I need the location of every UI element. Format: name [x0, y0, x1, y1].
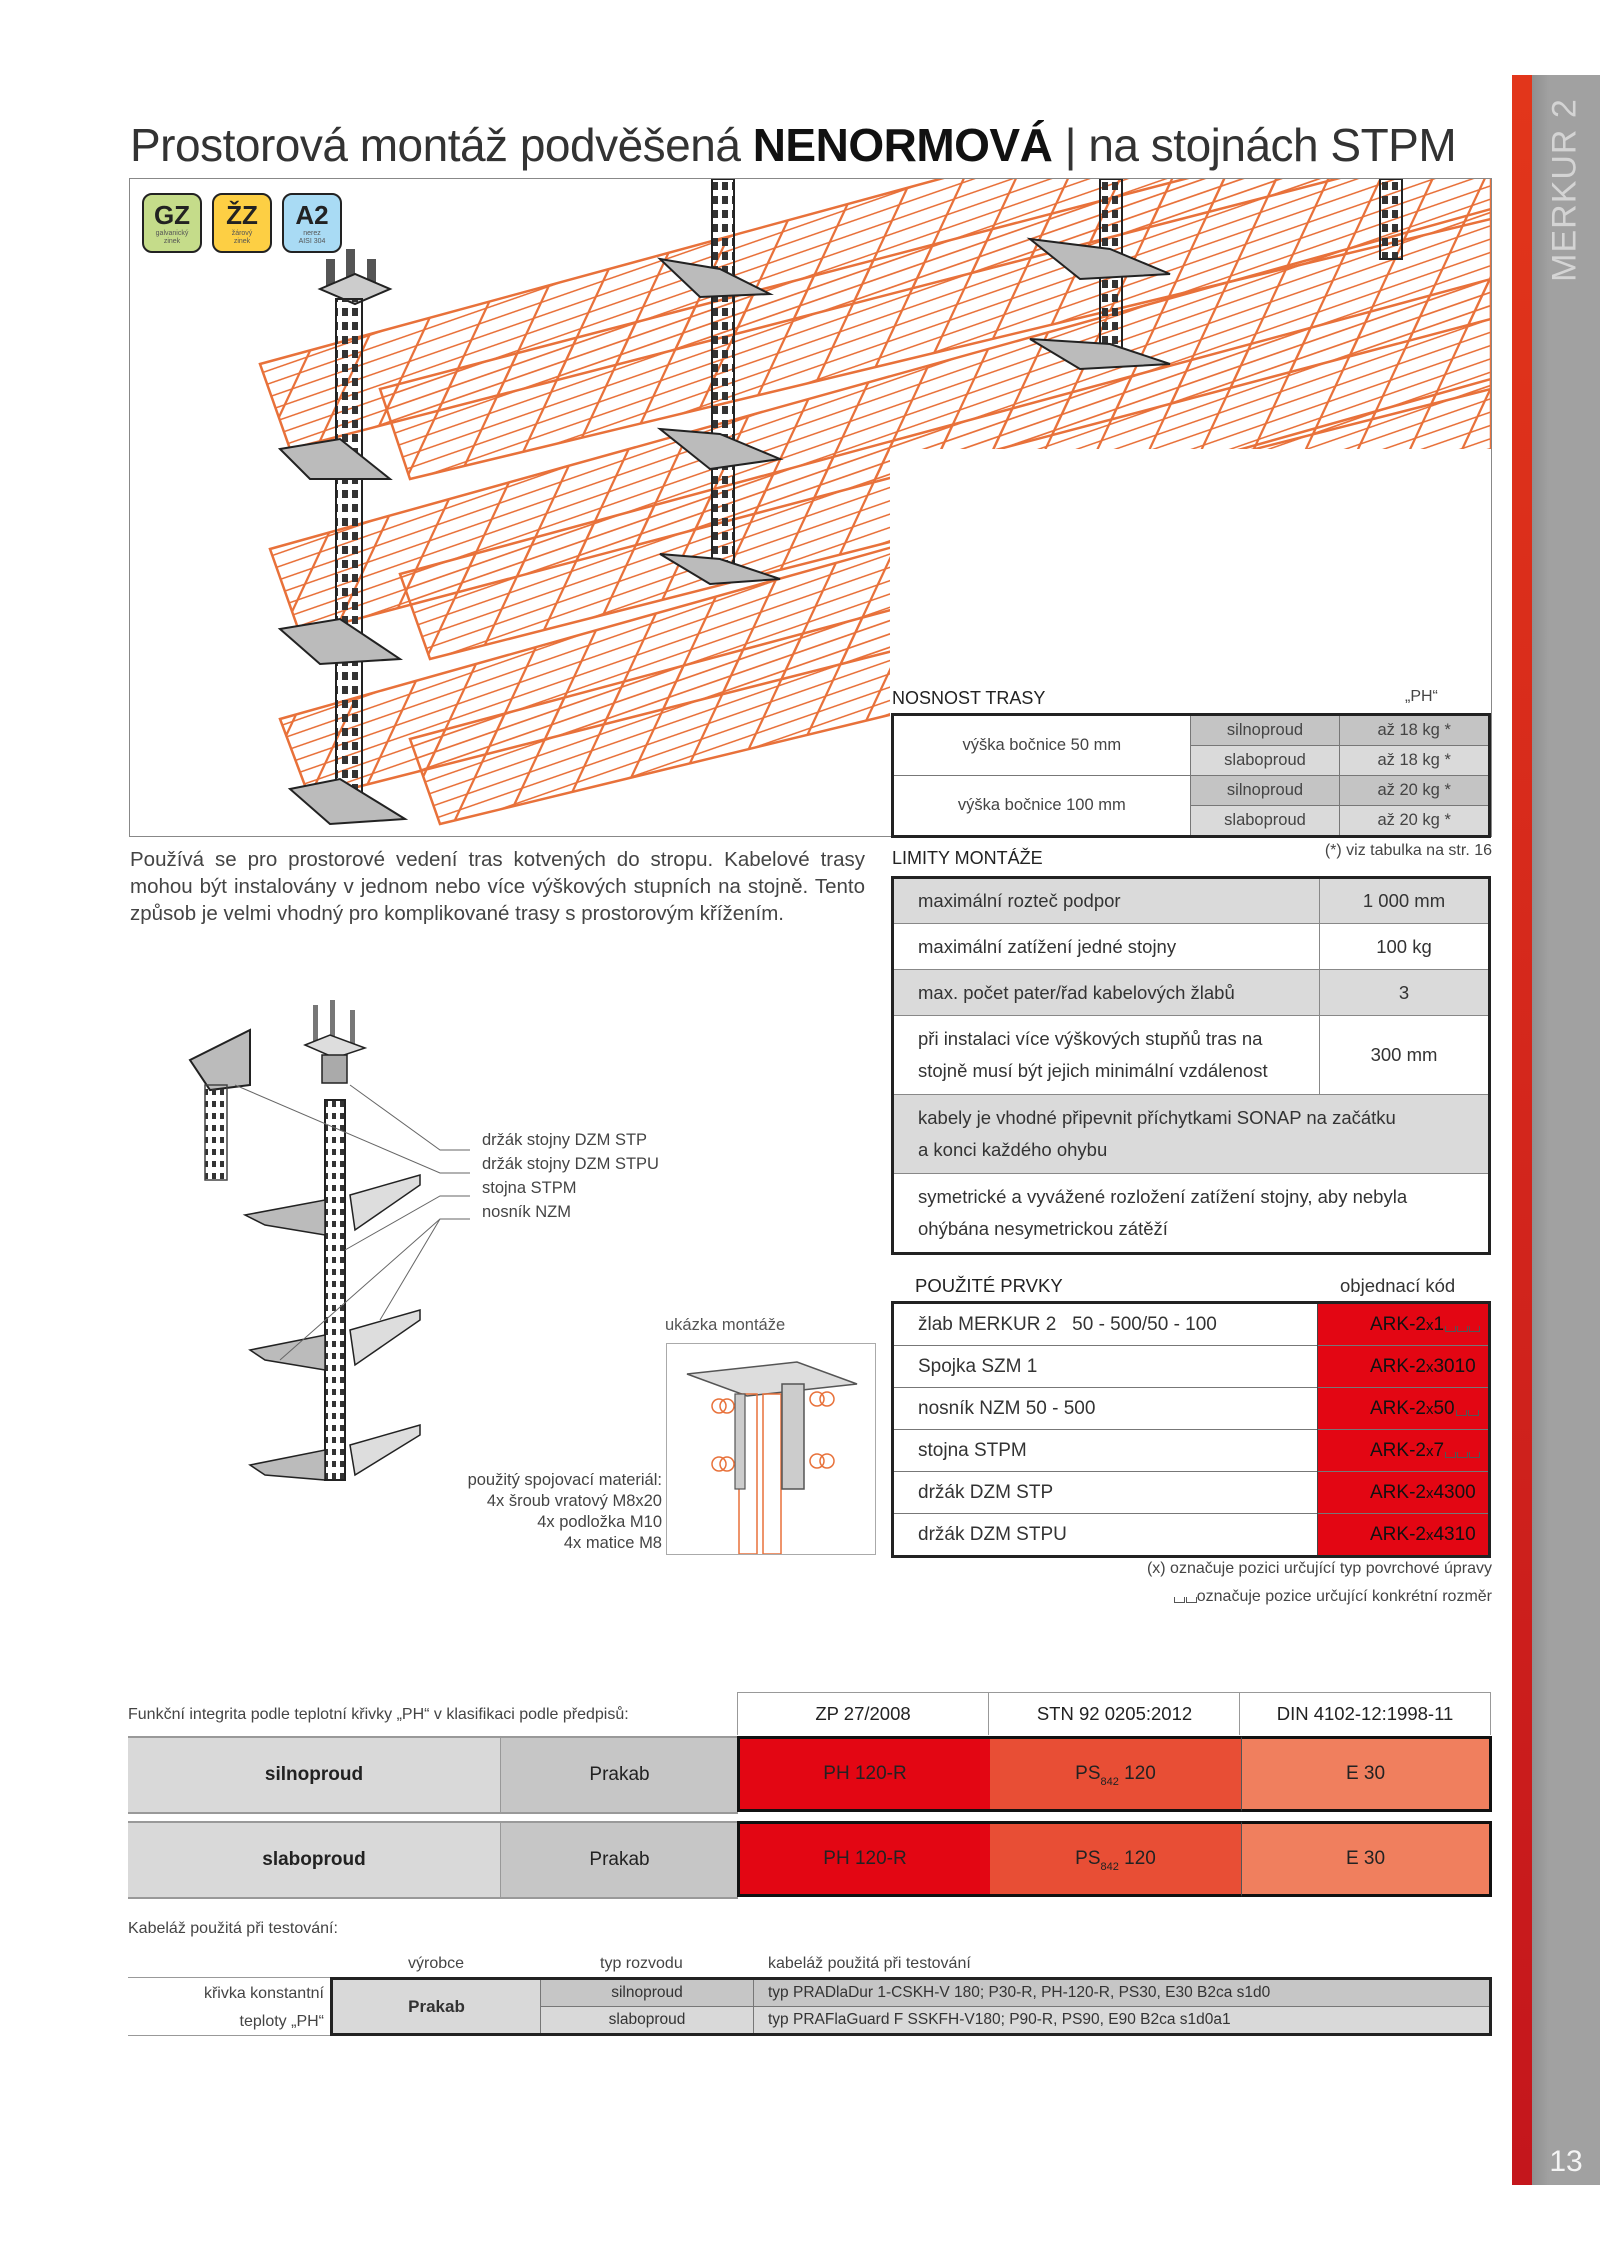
table-row [893, 878, 1490, 924]
order-code [1318, 1514, 1490, 1557]
title-prefix: Prostorová montáž podvěšená [130, 119, 753, 171]
code-prefix: ARK-2 [1370, 1313, 1426, 1335]
standard-din: DIN 4102-12:1998-11 [1239, 1692, 1491, 1735]
code-prefix: ARK-2 [1370, 1355, 1426, 1377]
code-prefix: ARK-2 [1370, 1523, 1426, 1545]
table-row [893, 776, 1490, 806]
page-title [130, 118, 1456, 172]
limit-text: maximální zatížení jedné stojny [893, 924, 1320, 970]
cable-cell: typ PRADlaDur 1-CSKH-V 180; P30-R, PH-120-R, PS30, E30 B2ca s1d0 [754, 1979, 1491, 2007]
code-suffix: 1 [1433, 1313, 1445, 1335]
order-code [1318, 1430, 1490, 1472]
value-cell: až 20 kg * [1340, 806, 1490, 837]
fire-maker: Prakab [500, 1821, 738, 1899]
badge-code: ŽZ [226, 200, 258, 230]
fastener-item: 4x šroub vratový M8x20 [486, 1492, 662, 1510]
placeholder-box-icon [1456, 1410, 1467, 1416]
table-row [893, 1514, 1490, 1557]
table-row [893, 715, 1490, 746]
placeholder-box-icon [1469, 1452, 1480, 1458]
code-finish-placeholder: x [1425, 1358, 1434, 1376]
value-cell: až 20 kg * [1340, 776, 1490, 806]
code-finish-placeholder: x [1425, 1442, 1434, 1460]
callout-dzm-stpu: držák stojny DZM STPU [482, 1155, 659, 1173]
badge-line: galvanický [155, 230, 189, 237]
limit-text: max. počet pater/řad kabelových žlabů [893, 970, 1320, 1016]
type-cell: slaboproud [541, 2007, 754, 2035]
limit-value: 100 kg [1320, 924, 1490, 970]
table-row [332, 1979, 1491, 2007]
fire-stn-value [990, 1736, 1241, 1812]
placeholder-box-icon [1186, 1597, 1197, 1603]
stn-val: 120 [1118, 1848, 1156, 1869]
fire-zp-value: PH 120-R [737, 1736, 991, 1812]
side-tab [1532, 75, 1600, 2185]
assembly-detail-drawing [667, 1344, 875, 1554]
table-row [893, 1095, 1490, 1174]
type-cell: silnoproud [1190, 776, 1340, 806]
limit-value: 300 mm [1320, 1016, 1490, 1095]
exploded-assembly-drawing [170, 990, 470, 1510]
page-number: 13 [1549, 2145, 1583, 2178]
limit-value: 3 [1320, 970, 1490, 1016]
type-cell: slaboproud [1190, 806, 1340, 837]
cable-cell: typ PRAFlaGuard F SSKFH-V180; P90-R, PS90, E90 B2ca s1d0a1 [754, 2007, 1491, 2035]
component-name: nosník NZM 50 - 500 [893, 1388, 1318, 1430]
height-cell: výška bočnice 50 mm [893, 715, 1191, 776]
fire-type: silnoproud [128, 1736, 500, 1814]
legend-surface-position: (x) označuje pozici určující typ povrchové úpravy [1146, 1560, 1492, 1577]
fire-row-silnoproud [128, 1736, 1491, 1812]
code-finish-placeholder: x [1425, 1526, 1434, 1544]
stn-main: PS [1075, 1848, 1101, 1869]
fire-type: slaboproud [128, 1821, 500, 1899]
placeholder-box-icon [1469, 1326, 1480, 1332]
code-suffix: 4300 [1433, 1481, 1476, 1503]
legend-size-position [1000, 1588, 1492, 1606]
limity-heading: LIMITY MONTÁŽE [892, 848, 1043, 868]
table-row [893, 1303, 1490, 1346]
code-finish-placeholder: x [1425, 1484, 1434, 1502]
table-row [893, 1430, 1490, 1472]
placeholder-box-icon [1468, 1410, 1479, 1416]
standard-zp: ZP 27/2008 [737, 1692, 989, 1735]
holder-dzm-stpu [190, 1030, 250, 1180]
badge-code: A2 [295, 200, 329, 230]
code-suffix: 3010 [1433, 1355, 1476, 1377]
badge-line: AISI 304 [298, 238, 326, 245]
fire-din-value: E 30 [1241, 1821, 1492, 1897]
badge-line: žárový [231, 230, 253, 237]
fire-maker: Prakab [500, 1736, 738, 1814]
limit-text-line: stojně musí být jejich minimální vzdálenost [918, 1060, 1268, 1081]
callout-stpm: stojna STPM [482, 1179, 577, 1197]
description-text: Používá se pro prostorové vedení tras kotvených do stropu. Kabelové trasy mohou být instalovány v jednom nebo více výškových stupních na stojně. Tento způsob je velmi vhodný pro komplikované trasy s prostorovým křížením. [130, 848, 865, 925]
stn-main: PS [1075, 1763, 1101, 1784]
cabling-table [330, 1977, 1492, 2036]
code-suffix: 4310 [1433, 1523, 1476, 1545]
limit-text [893, 1174, 1490, 1254]
curve-label-line: teploty „PH“ [239, 2013, 324, 2030]
fastener-item: 4x podložka M10 [537, 1513, 662, 1531]
value-cell: až 18 kg * [1340, 715, 1490, 746]
placeholder-box-icon [1445, 1326, 1456, 1332]
legend-text: označuje pozice určující konkrétní rozměr [1196, 1588, 1492, 1605]
support-post [1380, 179, 1402, 259]
table-row [893, 1472, 1490, 1514]
code-suffix: 50 [1433, 1397, 1455, 1419]
col-header-maker: výrobce [408, 1955, 465, 1972]
sample-assembly-image [666, 1343, 876, 1555]
fire-din-value: E 30 [1241, 1736, 1492, 1812]
component-name: držák DZM STP [893, 1472, 1318, 1514]
curve-label [128, 1977, 330, 2036]
badge-line: nerez [303, 230, 321, 237]
height-cell: výška bočnice 100 mm [893, 776, 1191, 837]
components-table [891, 1301, 1491, 1558]
fire-stn-value [990, 1821, 1241, 1897]
component-name: Spojka SZM 1 [893, 1346, 1318, 1388]
table-row [893, 1016, 1490, 1095]
table-row [893, 1346, 1490, 1388]
nosnost-column-label: „PH“ [1405, 688, 1438, 705]
component-name: držák DZM STPU [893, 1514, 1318, 1557]
stn-sub: 842 [1100, 1776, 1119, 1788]
table-row [893, 970, 1490, 1016]
limit-text-line: symetrické a vyvážené rozložení zatížení stojny, aby nebyla [918, 1186, 1408, 1207]
sample-assembly-label: ukázka montáže [665, 1316, 786, 1334]
type-cell: silnoproud [1190, 715, 1340, 746]
placeholder-box-icon [1445, 1452, 1456, 1458]
code-prefix: ARK-2 [1370, 1397, 1426, 1419]
placeholder-box-icon [1457, 1326, 1468, 1332]
col-header-cabling: kabeláž použitá při testování [768, 1955, 971, 1972]
code-suffix: 7 [1433, 1439, 1445, 1461]
order-code [1318, 1388, 1490, 1430]
cabling-caption: Kabeláž použitá při testování: [128, 1920, 338, 1937]
holder-dzm-stp [305, 1000, 365, 1083]
fire-standards-header [737, 1692, 1491, 1735]
nosnost-table [891, 713, 1491, 838]
badge-line: zinek [233, 238, 251, 245]
table-row [893, 1388, 1490, 1430]
fire-row-slaboproud [128, 1821, 1491, 1897]
limit-text [893, 1016, 1320, 1095]
code-finish-placeholder: x [1425, 1316, 1434, 1334]
limit-value: 1 000 mm [1320, 878, 1490, 924]
section-tab-title [1540, 90, 1590, 290]
code-finish-placeholder: x [1425, 1400, 1434, 1418]
limit-text-line: kabely je vhodné připevnit příchytkami SONAP na začátku [918, 1107, 1396, 1128]
title-emphasis: NENORMOVÁ [752, 119, 1053, 171]
section-tab-label: MERKUR 2 [1545, 98, 1584, 282]
standard-stn: STN 92 0205:2012 [988, 1692, 1241, 1735]
type-cell: slaboproud [1190, 746, 1340, 776]
fire-zp-value: PH 120-R [737, 1821, 991, 1897]
order-code [1318, 1472, 1490, 1514]
code-prefix: ARK-2 [1370, 1481, 1426, 1503]
side-accent-bar [1512, 75, 1532, 2185]
post-stpm [325, 1100, 345, 1480]
stn-sub: 842 [1100, 1861, 1119, 1873]
component-name: žlab MERKUR 2 50 - 500/50 - 100 [893, 1303, 1318, 1346]
limit-text-line: ohýbána nesymetrickou zátěží [918, 1218, 1168, 1239]
limit-text [893, 1095, 1490, 1174]
placeholder-box-icon [1457, 1452, 1468, 1458]
type-cell: silnoproud [541, 1979, 754, 2007]
order-code [1318, 1346, 1490, 1388]
component-name: stojna STPM [893, 1430, 1318, 1472]
nosnost-heading: NOSNOST TRASY [892, 688, 1046, 708]
fastener-list [420, 1470, 662, 1554]
value-cell: až 18 kg * [1340, 746, 1490, 776]
fastener-item: 4x matice M8 [563, 1534, 662, 1552]
prvky-heading: POUŽITÉ PRVKY [915, 1275, 1063, 1296]
order-code [1318, 1303, 1490, 1346]
maker-cell: Prakab [332, 1979, 541, 2035]
limit-text-line: a konci každého ohybu [918, 1139, 1108, 1160]
callout-nzm: nosník NZM [482, 1203, 571, 1221]
fastener-list-title: použitý spojovací materiál: [467, 1471, 662, 1489]
col-header-type: typ rozvodu [600, 1955, 683, 1972]
title-suffix: | na stojnách STPM [1052, 119, 1457, 171]
stn-val: 120 [1118, 1763, 1156, 1784]
callout-dzm-stp: držák stojny DZM STP [482, 1131, 648, 1149]
limit-text: maximální rozteč podpor [893, 878, 1320, 924]
limit-text-line: při instalaci více výškových stupňů tras na [918, 1028, 1263, 1049]
curve-label-line: křivka konstantní [203, 1985, 324, 2002]
placeholder-box-icon [1174, 1597, 1185, 1603]
table-row [893, 1174, 1490, 1254]
badge-line: zinek [163, 238, 181, 245]
order-code-heading: objednací kód [1340, 1275, 1456, 1296]
code-prefix: ARK-2 [1370, 1439, 1426, 1461]
limity-table [891, 876, 1491, 1255]
fire-integrity-caption: Funkční integrita podle teplotní křivky „PH“ v klasifikaci podle předpisů: [128, 1706, 629, 1723]
table-row [893, 924, 1490, 970]
nosnost-footnote: (*) viz tabulka na str. 16 [1324, 842, 1492, 859]
badge-code: GZ [153, 200, 191, 230]
